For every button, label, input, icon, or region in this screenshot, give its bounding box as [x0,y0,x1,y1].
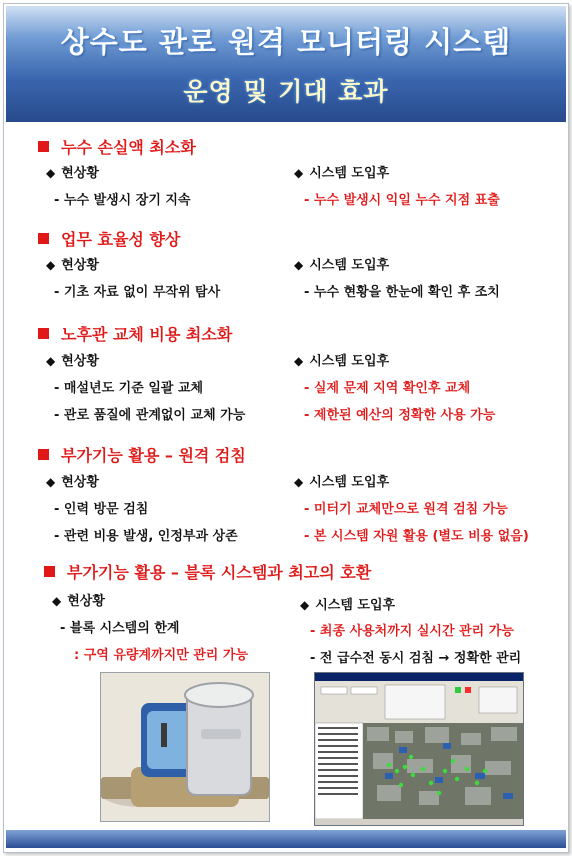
red-square-icon [38,449,49,460]
after-item-5-2: - 전 급수전 동시 검침 → 정확한 관리 [310,651,522,666]
section-title-1: 누수 손실액 최소화 [38,135,196,158]
section-title-5: 부가기능 활용 – 블록 시스템과 최고의 호환 [44,560,371,583]
red-square-icon [38,233,49,244]
black-diamond-icon: ◆ [52,594,62,608]
after-item-4-1: - 미터기 교체만으로 원격 검침 가능 [304,502,508,517]
current-heading-1: ◆ 현상황 [46,166,99,181]
monitoring-map-screenshot [314,672,524,826]
red-square-icon [38,141,49,152]
section-title-2: 업무 효율성 향상 [38,227,180,250]
monitoring-map-illustration [315,673,523,825]
current-item-4-1: - 인력 방문 검침 [54,502,149,517]
after-item-2-1: - 누수 현황을 한눈에 확인 후 조치 [304,285,500,300]
current-item-2-1: - 기초 자료 없이 무작위 탐사 [54,285,221,300]
current-item-1-1: - 누수 발생시 장기 지속 [54,193,191,208]
after-item-4-2: - 본 시스템 자원 활용 (별도 비용 없음) [304,529,529,544]
poster-frame [3,3,569,853]
black-diamond-icon: ◆ [294,166,304,180]
after-item-5-1: - 최종 사용처까지 실시간 관리 가능 [310,624,514,639]
current-item-5-2: : 구역 유량계까지만 관리 가능 [74,648,248,663]
section-title-3: 노후관 교체 비용 최소화 [38,322,232,345]
black-diamond-icon: ◆ [294,258,304,272]
after-heading-3: ◆ 시스템 도입후 [294,354,390,369]
footer-bar [6,830,566,848]
current-heading-4: ◆ 현상황 [46,475,99,490]
after-heading-4: ◆ 시스템 도입후 [294,475,390,490]
page-subtitle: 운영 및 기대 효과 [183,77,389,106]
black-diamond-icon: ◆ [294,354,304,368]
black-diamond-icon: ◆ [294,475,304,489]
after-item-1-1: - 누수 발생시 익일 누수 지점 표출 [304,193,500,208]
current-heading-3: ◆ 현상황 [46,354,99,369]
black-diamond-icon: ◆ [300,598,310,612]
current-item-5-1: - 블록 시스템의 한계 [60,621,180,636]
current-item-3-1: - 매설년도 기준 일괄 교체 [54,381,204,396]
black-diamond-icon: ◆ [46,258,56,272]
section-title-4: 부가기능 활용 – 원격 검침 [38,443,246,466]
water-meter-photo [100,672,270,822]
after-item-3-2: - 제한된 예산의 정확한 사용 가능 [304,408,496,423]
current-item-3-2: - 관로 품질에 관계없이 교체 가능 [54,408,246,423]
after-heading-2: ◆ 시스템 도입후 [294,258,390,273]
after-heading-5: ◆ 시스템 도입후 [300,598,396,613]
current-item-4-2: - 관련 비용 발생, 인정부과 상존 [54,529,238,544]
current-heading-2: ◆ 현상황 [46,258,99,273]
black-diamond-icon: ◆ [46,354,56,368]
current-heading-5: ◆ 현상황 [52,594,105,609]
red-square-icon [38,328,49,339]
black-diamond-icon: ◆ [46,475,56,489]
after-item-3-1: - 실제 문제 지역 확인후 교체 [304,381,471,396]
header-banner [6,6,566,122]
after-heading-1: ◆ 시스템 도입후 [294,166,390,181]
water-meter-illustration [101,673,269,821]
black-diamond-icon: ◆ [46,166,56,180]
red-square-icon [44,566,55,577]
page-title: 상수도 관로 원격 모니터링 시스템 [60,25,512,59]
